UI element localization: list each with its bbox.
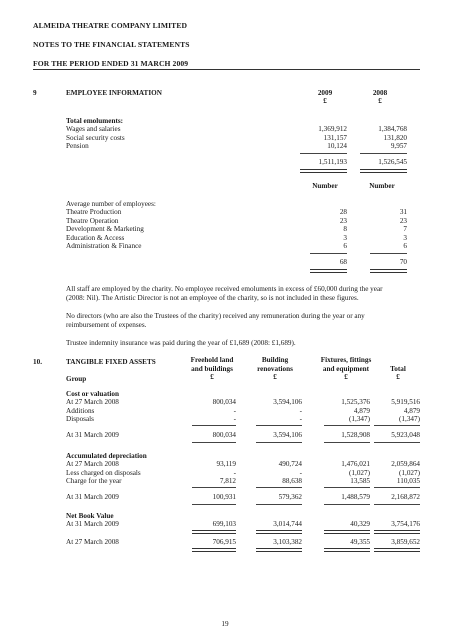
notes-title: NOTES TO THE FINANCIAL STATEMENTS bbox=[33, 40, 190, 49]
employee-count-2009: 8 bbox=[343, 225, 347, 234]
nbv-2009-total: 3,754,176 bbox=[391, 520, 420, 528]
col-total-header bbox=[375, 365, 421, 382]
dep-rule-total bbox=[374, 487, 420, 488]
col-total-line: Total bbox=[390, 364, 406, 373]
employee-count-2008: 6 bbox=[403, 242, 407, 251]
cost-total-building: 3,594,106 bbox=[273, 431, 302, 439]
col-freehold-currency: £ bbox=[210, 373, 214, 382]
nbv-2008-freehold: 706,915 bbox=[212, 538, 236, 546]
nbv-row-label: At 31 March 2009 bbox=[66, 520, 119, 528]
emoluments-subtotal-rule-2008 bbox=[360, 153, 407, 154]
depreciation-labels bbox=[66, 460, 141, 486]
emoluments-subtotal-rule-2009 bbox=[300, 153, 347, 154]
emoluments-total-2008: 1,526,545 bbox=[378, 158, 407, 166]
cost-total-value: (1,347) bbox=[399, 415, 420, 424]
employees-total-2009: 68 bbox=[339, 258, 347, 266]
col-2009-currency: £ bbox=[323, 97, 327, 105]
page-number: 19 bbox=[221, 620, 229, 628]
nbv-2008-rule-building bbox=[256, 548, 302, 552]
employee-category: Development & Marketing bbox=[66, 225, 144, 234]
employees-subtotal-rule-2009 bbox=[310, 253, 347, 254]
col-fixtures-line: Fixtures, fittings bbox=[320, 356, 372, 364]
emoluments-2008 bbox=[350, 125, 407, 151]
employee-count-2009: 23 bbox=[339, 216, 347, 225]
cost-total-value: 5,919,516 bbox=[391, 398, 420, 406]
company-name: ALMEIDA THEATRE COMPANY LIMITED bbox=[33, 21, 188, 30]
cost-building-value: - bbox=[299, 406, 302, 415]
employee-count-2008: 23 bbox=[399, 216, 407, 225]
col-2009-header: 2009 bbox=[317, 89, 333, 97]
nbv-2009-rule-building bbox=[256, 530, 302, 534]
emolument-label: Wages and salaries bbox=[66, 125, 121, 133]
depreciation-freehold-value: 93,119 bbox=[216, 460, 236, 468]
nbv-2008-rule-total bbox=[374, 548, 420, 552]
nbv-2009-building: 3,014,744 bbox=[273, 520, 302, 528]
note10-number: 10. bbox=[33, 358, 42, 366]
group-label: Group bbox=[66, 375, 87, 383]
cost-total-fixtures: 1,528,908 bbox=[341, 431, 370, 439]
emolument-value-2008: 131,820 bbox=[383, 133, 407, 142]
col-freehold-header bbox=[177, 356, 247, 382]
nbv-2009-rule-freehold bbox=[192, 530, 236, 534]
dep-total-total: 2,168,872 bbox=[391, 493, 420, 501]
nbv-row-label: At 27 March 2008 bbox=[66, 538, 119, 546]
depreciation-fixtures bbox=[318, 460, 370, 486]
dep-rule-freehold bbox=[192, 487, 236, 488]
depreciation-freehold bbox=[186, 460, 236, 486]
employee-category: Theatre Operation bbox=[66, 216, 119, 225]
depreciation-fixtures-value: 13,585 bbox=[350, 477, 370, 486]
cost-total-label: At 31 March 2009 bbox=[66, 431, 119, 439]
number-header-2009: Number bbox=[312, 182, 338, 190]
cost-fixtures bbox=[318, 398, 370, 424]
cost-total-freehold: 800,034 bbox=[212, 431, 236, 439]
depreciation-building bbox=[248, 460, 302, 486]
nbv-2009-fixtures: 40,329 bbox=[350, 520, 370, 528]
depreciation-row-label: Charge for the year bbox=[66, 477, 122, 486]
dep-total-rule-building bbox=[256, 504, 302, 505]
note10-title: TANGIBLE FIXED ASSETS bbox=[66, 358, 156, 366]
employees-labels bbox=[66, 208, 144, 251]
depreciation-freehold-value: 7,812 bbox=[219, 477, 236, 486]
col-fixtures-line: and equipment bbox=[322, 364, 370, 373]
emolument-value-2009: 10,124 bbox=[327, 142, 347, 151]
staff-paragraph-line2: (2008: Nil). The Artistic Director is not an employee of the charity, so is not included in these figures. bbox=[66, 294, 359, 302]
dep-total-label: At 31 March 2009 bbox=[66, 493, 119, 501]
nbv-2008-total: 3,859,652 bbox=[391, 538, 420, 546]
dep-total-freehold: 100,931 bbox=[212, 493, 236, 501]
cost-building-value: - bbox=[299, 415, 302, 424]
depreciation-total bbox=[370, 460, 420, 486]
directors-paragraph-line2: reimbursement of expenses. bbox=[66, 321, 147, 329]
depreciation-building-value: 88,638 bbox=[282, 477, 302, 486]
depreciation-total-value: 110,035 bbox=[396, 477, 420, 486]
number-header-2008: Number bbox=[369, 182, 395, 190]
cost-row-label: Disposals bbox=[66, 415, 94, 424]
employees-total-2008: 70 bbox=[399, 258, 407, 266]
employees-total-rule-2009 bbox=[310, 269, 347, 273]
nbv-2008-building: 3,103,382 bbox=[273, 538, 302, 546]
insurance-paragraph: Trustee indemnity insurance was paid during the year of £1,689 (2008: £1,689). bbox=[66, 339, 296, 347]
nbv-2009-rule-fixtures bbox=[324, 530, 370, 534]
depreciation-row-label: At 27 March 2008 bbox=[66, 460, 119, 468]
cost-fixtures-value: 4,879 bbox=[353, 406, 370, 415]
depreciation-building-value: - bbox=[299, 468, 302, 477]
emoluments-total-rule-2009 bbox=[300, 169, 347, 173]
cost-freehold bbox=[186, 398, 236, 424]
cost-rule-fixtures bbox=[324, 425, 370, 426]
col-freehold-line: Freehold land bbox=[190, 356, 234, 364]
cost-freehold-value: - bbox=[233, 406, 236, 415]
cost-building-value: 3,594,106 bbox=[273, 398, 302, 406]
cost-rule-total bbox=[374, 425, 420, 426]
dep-total-rule-freehold bbox=[192, 504, 236, 505]
cost-total-total: 5,923,048 bbox=[391, 431, 420, 439]
cost-fixtures-value: 1,525,376 bbox=[341, 398, 370, 406]
col-fixtures-currency: £ bbox=[344, 373, 348, 382]
depreciation-fixtures-value: (1,027) bbox=[349, 468, 370, 477]
depreciation-freehold-value: - bbox=[233, 468, 236, 477]
depreciation-fixtures-value: 1,476,021 bbox=[341, 460, 370, 468]
depreciation-total-value: (1,027) bbox=[399, 468, 420, 477]
emolument-value-2009: 1,369,912 bbox=[318, 125, 347, 133]
col-building-header bbox=[243, 356, 307, 382]
nbv-2008-rule-fixtures bbox=[324, 548, 370, 552]
dep-rule-building bbox=[256, 487, 302, 488]
employee-category: Theatre Production bbox=[66, 208, 122, 216]
depreciation-row-label: Less charged on disposals bbox=[66, 468, 141, 477]
cost-total-rule-freehold bbox=[192, 442, 236, 443]
cost-freehold-value: - bbox=[233, 415, 236, 424]
depreciation-building-value: 490,724 bbox=[278, 460, 302, 468]
emoluments-total-rule-2008 bbox=[360, 169, 407, 173]
depreciation-title: Accumulated depreciation bbox=[66, 452, 147, 460]
nbv-title: Net Book Value bbox=[66, 512, 114, 520]
dep-total-fixtures: 1,488,579 bbox=[341, 493, 370, 501]
dep-total-rule-total bbox=[374, 504, 420, 505]
employees-2009 bbox=[310, 208, 347, 251]
emolument-value-2009: 131,157 bbox=[323, 133, 347, 142]
employees-title: Average number of employees: bbox=[66, 200, 156, 208]
employees-2008 bbox=[370, 208, 407, 251]
cost-freehold-value: 800,034 bbox=[212, 398, 236, 406]
employee-category: Education & Access bbox=[66, 233, 125, 242]
employee-count-2008: 3 bbox=[403, 233, 407, 242]
dep-total-rule-fixtures bbox=[324, 504, 370, 505]
col-building-line: Building bbox=[261, 356, 289, 364]
cost-total-rule-fixtures bbox=[324, 442, 370, 443]
cost-total-rule-building bbox=[256, 442, 302, 443]
cost-rule-building bbox=[256, 425, 302, 426]
nbv-2008-rule-freehold bbox=[192, 548, 236, 552]
employee-count-2008: 31 bbox=[399, 208, 407, 216]
employee-count-2009: 6 bbox=[343, 242, 347, 251]
emolument-label: Social security costs bbox=[66, 133, 125, 142]
directors-paragraph-line1: No directors (who are also the Trustees of the charity) received any remuneration during the year or any bbox=[66, 312, 365, 320]
cost-title: Cost or valuation bbox=[66, 390, 119, 398]
header-rule bbox=[33, 69, 420, 70]
emoluments-title: Total emoluments: bbox=[66, 117, 124, 125]
employee-category: Administration & Finance bbox=[66, 242, 142, 251]
emoluments-2009 bbox=[290, 125, 347, 151]
cost-row-label: At 27 March 2008 bbox=[66, 398, 119, 406]
col-fixtures-header bbox=[309, 356, 383, 382]
staff-paragraph-line1: All staff are employed by the charity. No employee received emoluments in excess of £60,000 during the year bbox=[66, 285, 383, 293]
emolument-label: Pension bbox=[66, 142, 89, 151]
col-freehold-line: and buildings bbox=[191, 364, 233, 373]
col-2008-header: 2008 bbox=[372, 89, 388, 97]
employee-count-2008: 7 bbox=[403, 225, 407, 234]
col-2008-currency: £ bbox=[378, 97, 382, 105]
emolument-value-2008: 9,957 bbox=[390, 142, 407, 151]
depreciation-total-value: 2,059,864 bbox=[391, 460, 420, 468]
nbv-2009-freehold: 699,103 bbox=[212, 520, 236, 528]
cost-row-label: Additions bbox=[66, 406, 95, 415]
emoluments-total-2009: 1,511,193 bbox=[318, 158, 347, 166]
period-title: FOR THE PERIOD ENDED 31 MARCH 2009 bbox=[33, 59, 189, 68]
cost-total-value: 4,879 bbox=[403, 406, 420, 415]
employees-subtotal-rule-2008 bbox=[370, 253, 407, 254]
nbv-2009-rule-total bbox=[374, 530, 420, 534]
col-total-currency: £ bbox=[396, 373, 400, 382]
note9-title: EMPLOYEE INFORMATION bbox=[66, 89, 162, 97]
emolument-value-2008: 1,384,768 bbox=[378, 125, 407, 133]
employees-total-rule-2008 bbox=[370, 269, 407, 273]
cost-fixtures-value: (1,347) bbox=[349, 415, 370, 424]
cost-building bbox=[248, 398, 302, 424]
note9-number: 9 bbox=[33, 89, 37, 97]
col-building-line: renovations bbox=[257, 364, 293, 373]
dep-total-building: 579,362 bbox=[278, 493, 302, 501]
emoluments-labels bbox=[66, 125, 125, 151]
dep-rule-fixtures bbox=[324, 487, 370, 488]
employee-count-2009: 28 bbox=[339, 208, 347, 216]
cost-total bbox=[370, 398, 420, 424]
nbv-2008-fixtures: 49,355 bbox=[350, 538, 370, 546]
cost-total-rule-total bbox=[374, 442, 420, 443]
cost-labels bbox=[66, 398, 119, 424]
cost-rule-freehold bbox=[192, 425, 236, 426]
col-building-currency: £ bbox=[273, 373, 277, 382]
employee-count-2009: 3 bbox=[343, 233, 347, 242]
